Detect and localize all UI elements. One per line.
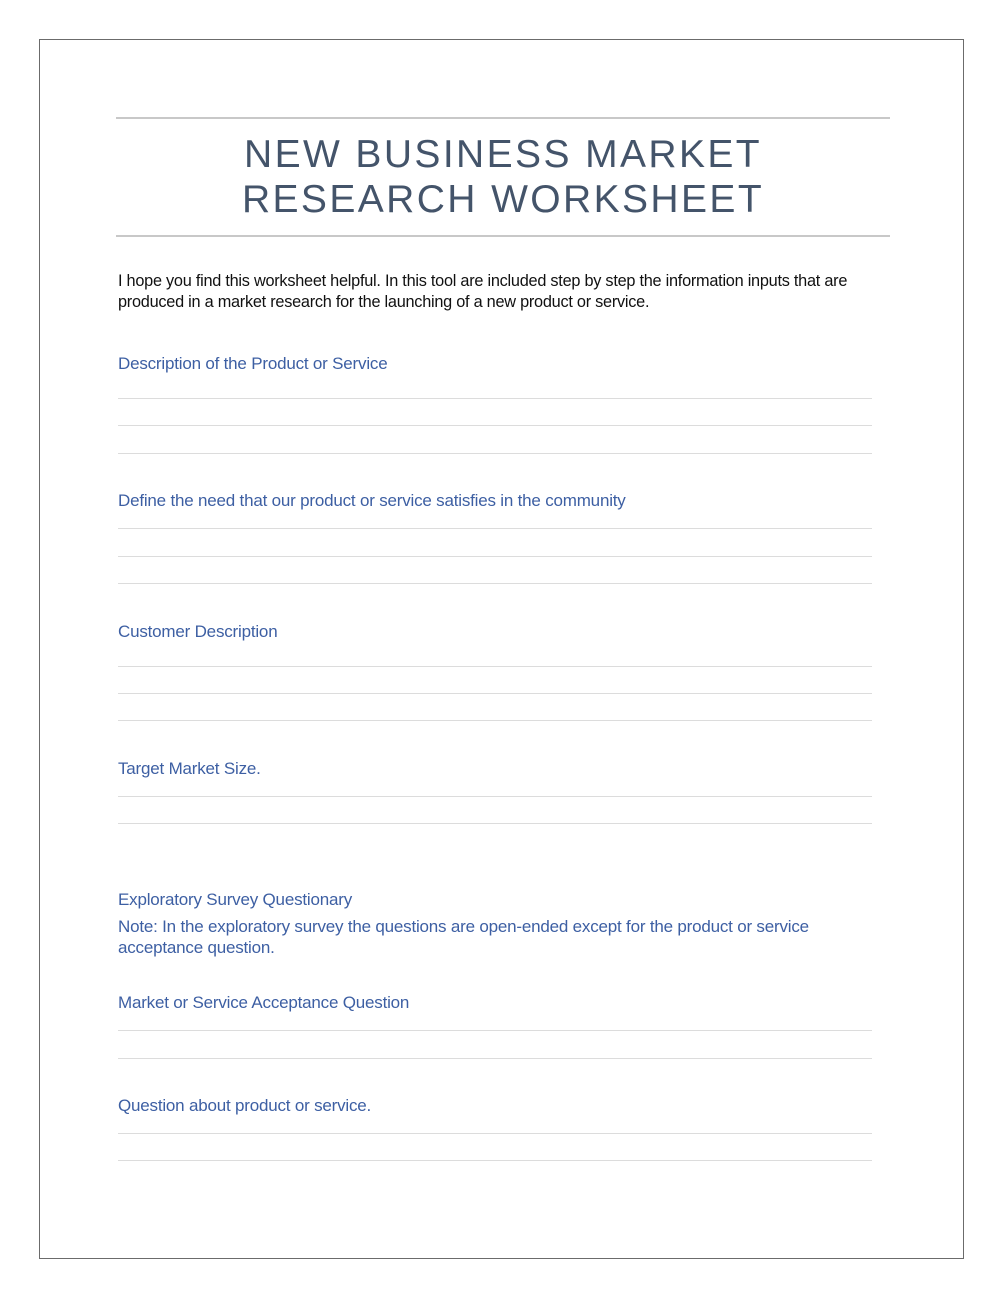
answer-line[interactable] — [118, 528, 872, 529]
page-border — [39, 39, 964, 1259]
title-bottom-rule — [116, 235, 890, 237]
title-line-1: NEW BUSINESS MARKET — [244, 133, 762, 176]
page-title — [116, 132, 890, 222]
answer-line[interactable] — [118, 583, 872, 584]
answer-line[interactable] — [118, 720, 872, 721]
title-line-2: RESEARCH WORKSHEET — [241, 178, 765, 221]
section-heading-target-market-size: Target Market Size. — [118, 759, 261, 778]
answer-line[interactable] — [118, 425, 872, 426]
answer-line[interactable] — [118, 1133, 872, 1134]
section-heading-community-need: Define the need that our product or service satisfies in the community — [118, 491, 626, 510]
section-heading-exploratory-survey: Exploratory Survey Questionary — [118, 890, 352, 909]
section-heading-acceptance-question: Market or Service Acceptance Question — [118, 993, 410, 1012]
answer-line[interactable] — [118, 1030, 872, 1031]
section-heading-product-description: Description of the Product or Service — [118, 354, 388, 373]
answer-line[interactable] — [118, 796, 872, 797]
answer-line[interactable] — [118, 398, 872, 399]
answer-line[interactable] — [118, 1058, 872, 1059]
answer-line[interactable] — [118, 453, 872, 454]
section-heading-customer-description: Customer Description — [118, 622, 278, 641]
answer-line[interactable] — [118, 693, 872, 694]
answer-line[interactable] — [118, 1160, 872, 1161]
answer-line[interactable] — [118, 666, 872, 667]
section-heading-product-question: Question about product or service. — [118, 1096, 372, 1115]
title-top-rule — [116, 117, 890, 119]
answer-line[interactable] — [118, 556, 872, 557]
answer-line[interactable] — [118, 823, 872, 824]
intro-paragraph: I hope you find this worksheet helpful. In this tool are included step by step the information inputs that are produced in a market research for the launching of a new product or service. — [118, 272, 848, 311]
exploratory-survey-note: Note: In the exploratory survey the questions are open-ended except for the product or service acceptance question. — [118, 917, 809, 957]
